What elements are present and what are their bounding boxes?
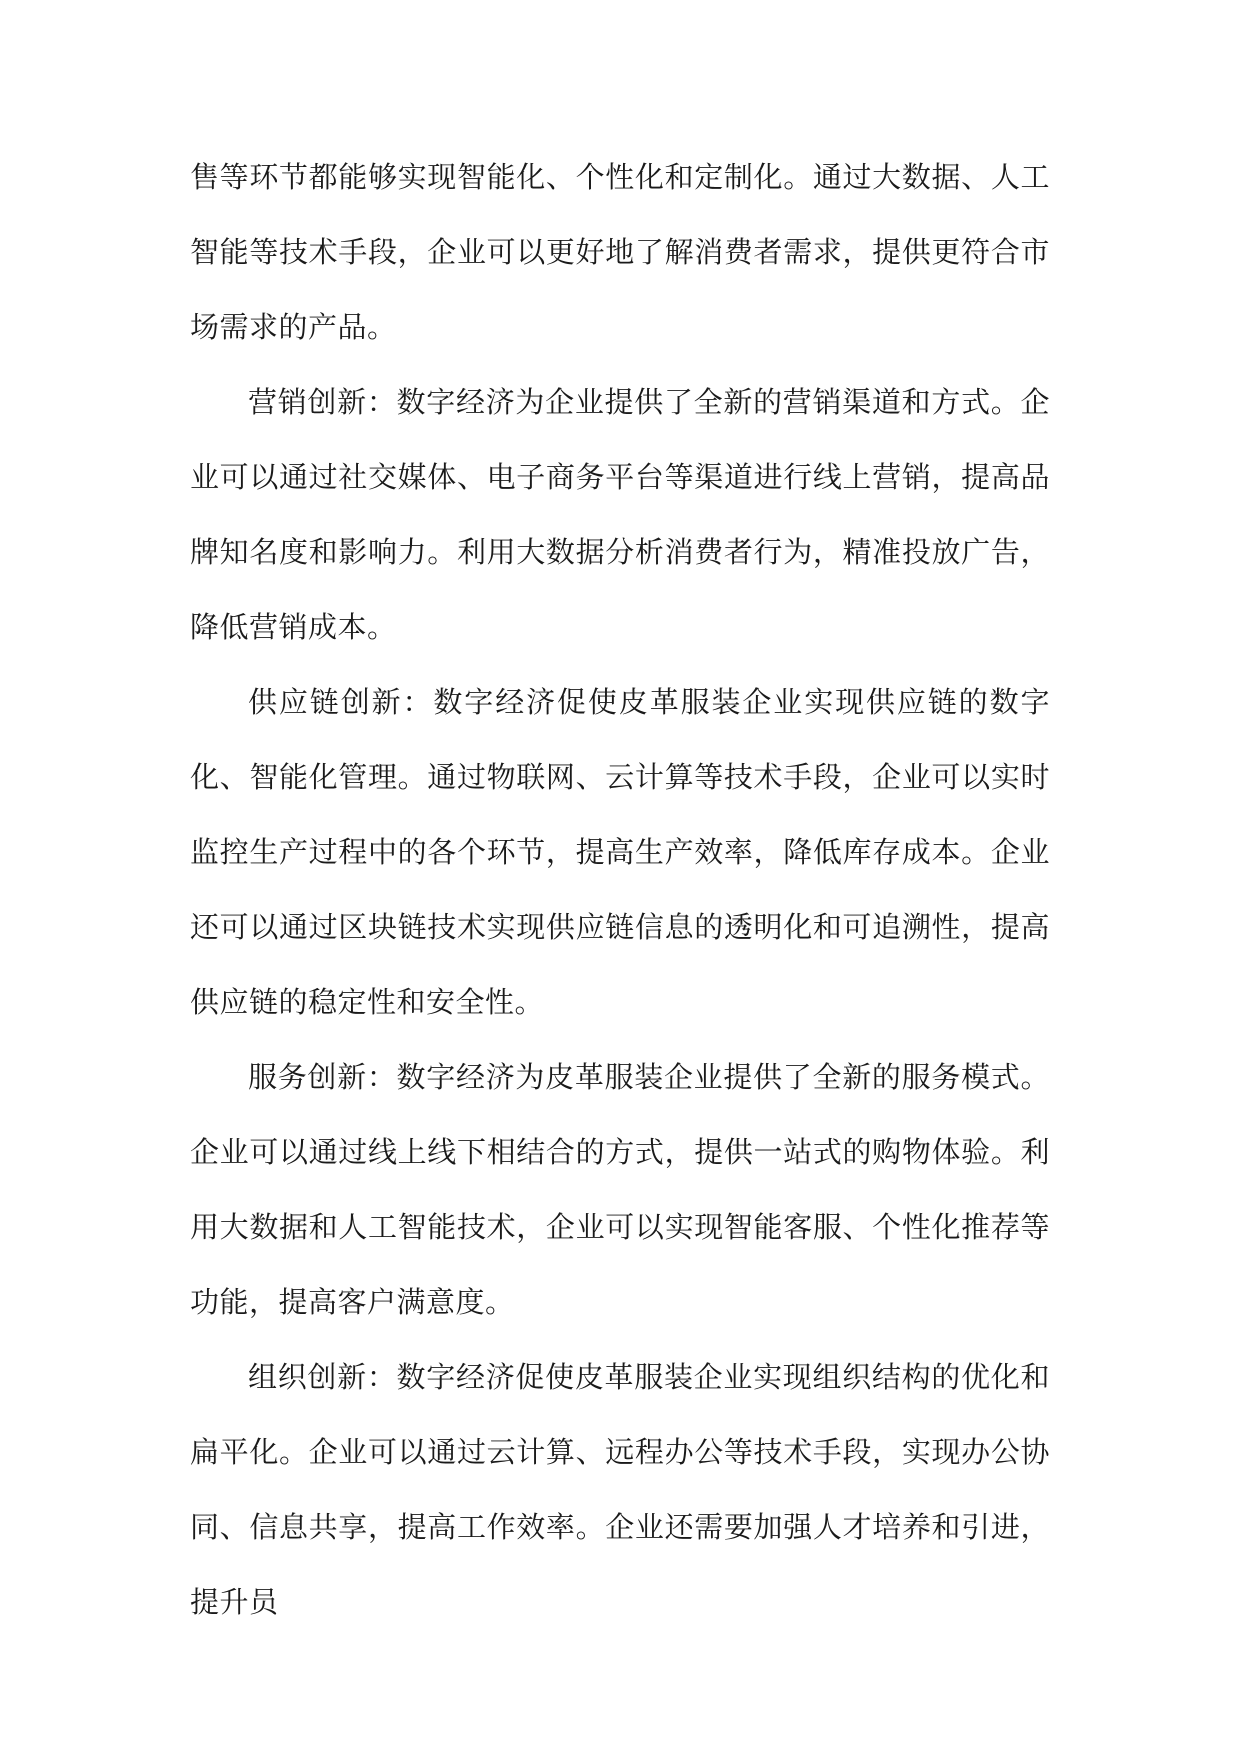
paragraph-marketing-innovation: 营销创新：数字经济为企业提供了全新的营销渠道和方式。企业可以通过社交媒体、电子商务平台等渠道进行线上营销，提高品牌知名度和影响力。利用大数据分析消费者行为，精准投放广告，降低营销成本。: [190, 385, 1050, 644]
paragraph-supply-chain-innovation: 供应链创新：数字经济促使皮革服装企业实现供应链的数字化、智能化管理。通过物联网、云计算等技术手段，企业可以实时监控生产过程中的各个环节，提高生产效率，降低库存成本。企业还可以通过区块链技术实现供应链信息的透明化和可追溯性，提高供应链的稳定性和安全性。: [190, 685, 1050, 1019]
paragraph-continuation: 售等环节都能够实现智能化、个性化和定制化。通过大数据、人工智能等技术手段，企业可以更好地了解消费者需求，提供更符合市场需求的产品。: [190, 160, 1050, 344]
paragraph-organization-innovation: 组织创新：数字经济促使皮革服装企业实现组织结构的优化和扁平化。企业可以通过云计算、远程办公等技术手段，实现办公协同、信息共享，提高工作效率。企业还需要加强人才培养和引进，提升员: [190, 1360, 1050, 1619]
paragraph-service-innovation: 服务创新：数字经济为皮革服装企业提供了全新的服务模式。企业可以通过线上线下相结合的方式，提供一站式的购物体验。利用大数据和人工智能技术，企业可以实现智能客服、个性化推荐等功能，提高客户满意度。: [190, 1060, 1050, 1319]
body-text: [190, 140, 1050, 1640]
